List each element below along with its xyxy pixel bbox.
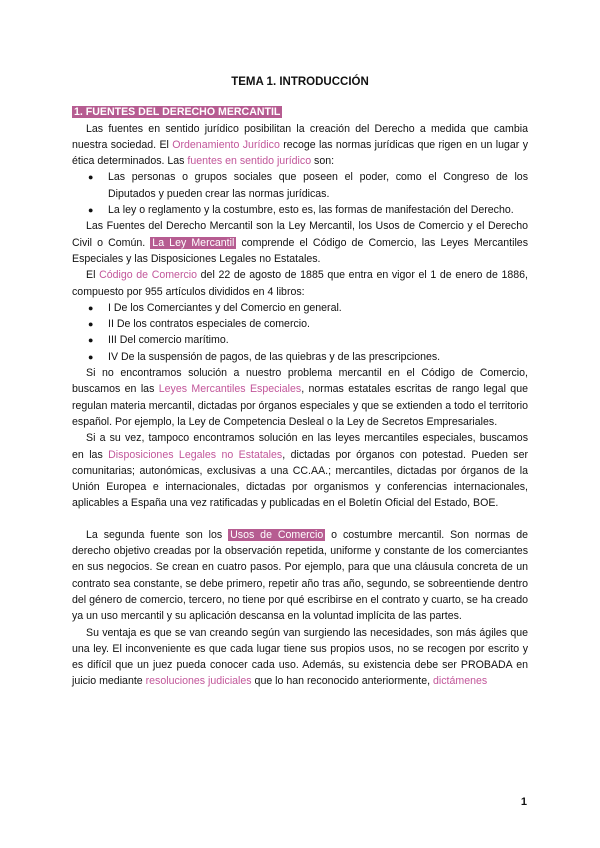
paragraph-usos-comercio: La segunda fuente son los Usos de Comercio o costumbre mercantil. Son normas de derecho objetivo creadas por la observación repetida, uniforme y constante de los comerciantes en sus negocios. Se crean en cuatro pasos. Por ejemplo, para que una cláusula concreta de un contrato sea constante, se debe primero, repetir año tras año, segundo, se sobreentiende dentro del género de comercio, tercero, no tiene por qué escribirse en el contrato y cuarto, se ha creado ya un uso mercantil y su aplicación descansa en la voluntad implícita de las partes. — [72, 528, 528, 623]
term-usos-comercio: Usos de Comercio — [230, 528, 324, 541]
page-title: TEMA 1. INTRODUCCIÓN — [231, 76, 369, 88]
paragraph-leyes-especiales: Si no encontramos solución a nuestro problema mercantil en el Código de Comercio, buscamos en las Leyes Mercantiles Especiales, normas estatales escritas de rango legal que regulan materia mercantil, dictadas por órganos especiales y que se extienden a todo el territorio español. Por ejemplo, la Ley de Competencia Desleal o la Ley de Secretos Empresariales. — [72, 367, 528, 428]
list-item: ● III Del comercio marítimo. — [108, 332, 528, 348]
list-item: ● Las personas o grupos sociales que poseen el poder, como el Congreso de los Diputados y pueden crear las normas jurídicas. — [108, 169, 528, 202]
paragraph-ventaja: Su ventaja es que se van creando según van surgiendo las necesidades, son más ágiles que una ley. El inconveniente es que cada lugar tiene sus propios usos, no se recogen por escrito y es difícil que un juez pueda conocer cada uso. Además, su existencia debe ser PROBADA en juicio mediante resoluciones judiciales que lo han reconocido anteriormente, dictámenes — [72, 626, 528, 688]
term-leyes-mercantiles-especiales: Leyes Mercantiles Especiales — [158, 383, 302, 396]
bullet-list-libros — [72, 300, 528, 365]
paragraph-fuentes: Las fuentes en sentido jurídico posibilitan la creación del Derecho a medida que cambia nuestra sociedad. El Ordenamiento Jurídico recoge las normas jurídicas que rigen en un lugar y ética determinados. Las fuentes en sentido jurídico son: — [72, 122, 529, 168]
page-number: 1 — [520, 796, 527, 808]
list-item: ● II De los contratos especiales de comercio. — [108, 316, 528, 332]
term-ley-mercantil: La Ley Mercantil — [152, 236, 235, 249]
list-item: ● I De los Comerciantes y del Comercio en general. — [108, 300, 528, 316]
term-ordenamiento-juridico: Ordenamiento Jurídico — [172, 138, 280, 151]
paragraph-fuentes-mercantil: Las Fuentes del Derecho Mercantil son la Ley Mercantil, los Usos de Comercio y el Derecho Civil o Común. La Ley Mercantil comprende el Código de Comercio, las Leyes Mercantiles Especiales y las Disposiciones Legales no Estatales. — [72, 220, 528, 265]
term-dictamenes: dictámenes — [433, 675, 488, 688]
document-body — [72, 74, 528, 690]
section-heading — [72, 104, 528, 120]
term-fuentes-sentido-juridico: fuentes en sentido jurídico — [187, 155, 312, 168]
bullet-list-fuentes — [72, 169, 528, 218]
term-codigo-comercio: Código de Comercio — [99, 269, 198, 282]
list-item: ● La ley o reglamento y la costumbre, esto es, las formas de manifestación del Derecho. — [108, 202, 528, 218]
list-item: ● IV De la suspensión de pagos, de las quiebras y de las prescripciones. — [108, 349, 528, 365]
term-resoluciones-judiciales: resoluciones judiciales — [145, 675, 252, 688]
paragraph-disposiciones: Si a su vez, tampoco encontramos solución en las leyes mercantiles especiales, buscamos en las Disposiciones Legales no Estatales, dictadas por órganos con potestad. Pueden ser comunitarias; autonómicas, exclusivas a una CC.AA.; mercantiles, dictadas por órganos de la Unión Europea e internacionales, dictadas por organismos y conferencias internacionales, aplicables a España una vez ratificadas y publicadas en el Boletín Oficial del Estado, BOE. — [72, 432, 528, 510]
section-heading-text: 1. FUENTES DEL DERECHO MERCANTIL — [74, 106, 281, 119]
paragraph-spacer — [72, 512, 528, 527]
term-disposiciones-legales: Disposiciones Legales no Estatales — [108, 448, 283, 461]
paragraph-codigo-comercio: El Código de Comercio del 22 de agosto de 1885 que entra en vigor el 1 de enero de 1886, compuesto por 955 artículos divididos en 4 libros: — [72, 269, 528, 298]
